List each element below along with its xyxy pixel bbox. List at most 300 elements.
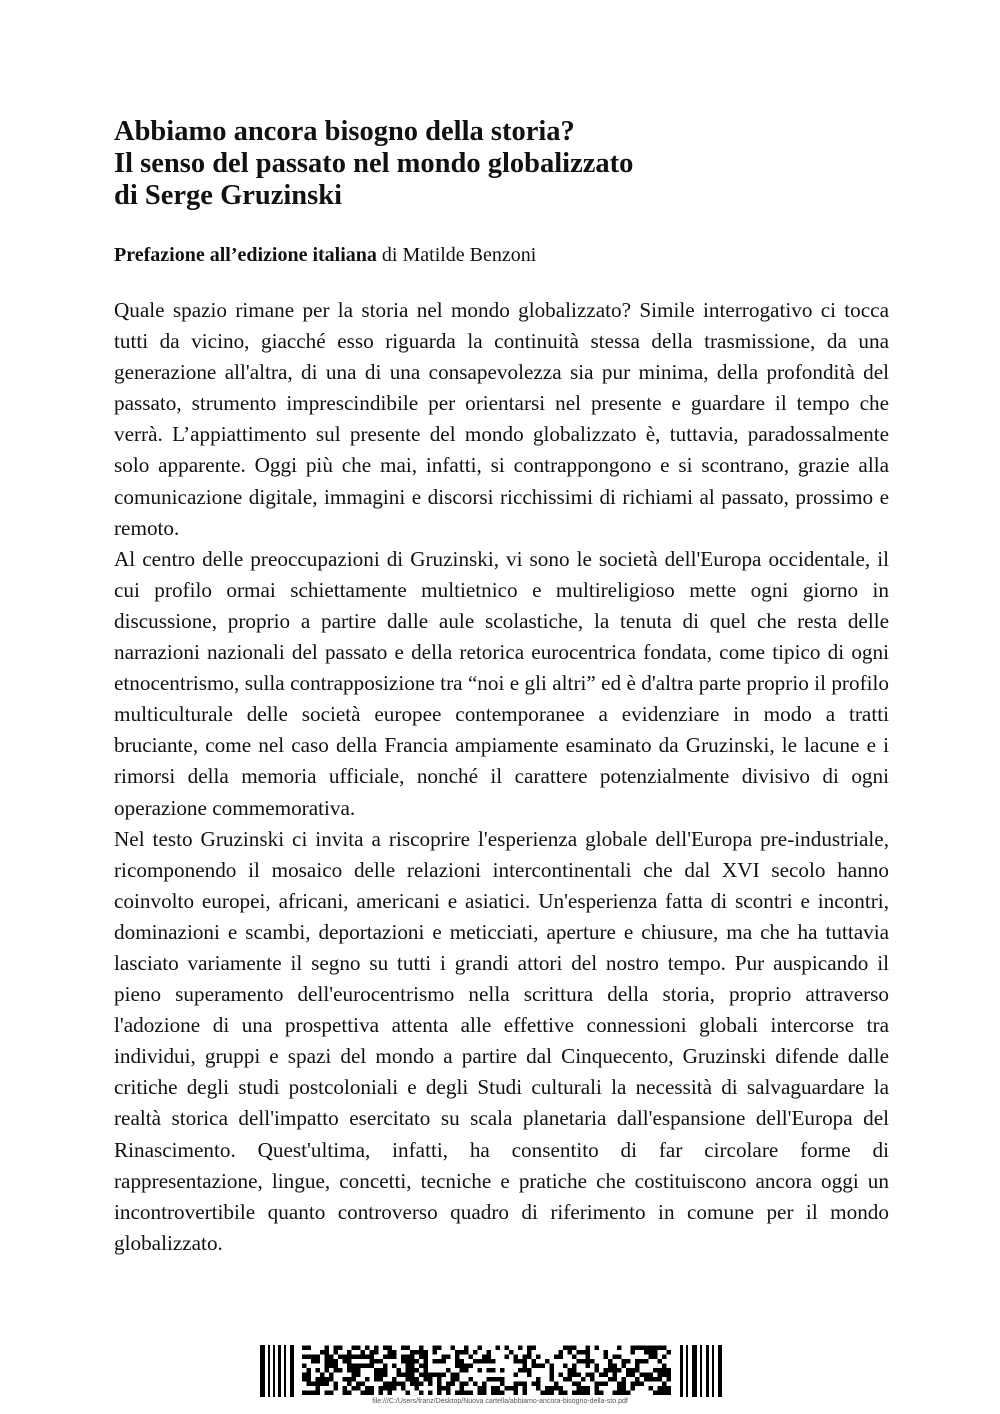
barcode-module — [329, 1355, 334, 1360]
barcode-module — [352, 1355, 357, 1360]
barcode-module — [320, 1373, 325, 1378]
barcode-module — [604, 1355, 609, 1360]
barcode-module — [316, 1391, 321, 1396]
barcode-module — [446, 1368, 451, 1373]
barcode-module — [343, 1386, 348, 1391]
barcode-module — [487, 1350, 492, 1355]
barcode-module — [352, 1373, 357, 1378]
barcode-module — [577, 1359, 582, 1364]
barcode-module — [419, 1382, 424, 1387]
barcode-module — [428, 1377, 433, 1382]
barcode-module — [437, 1359, 442, 1364]
barcode-module — [658, 1386, 663, 1391]
barcode-module — [442, 1373, 447, 1378]
barcode-module — [374, 1373, 379, 1378]
barcode-module — [356, 1386, 361, 1391]
barcode-module — [460, 1350, 465, 1355]
barcode-module — [415, 1359, 420, 1364]
barcode-module — [563, 1346, 568, 1351]
barcode-module — [401, 1382, 406, 1387]
barcode-module — [658, 1368, 663, 1373]
barcode-module — [487, 1359, 492, 1364]
barcode-module — [608, 1359, 613, 1364]
barcode-module — [464, 1368, 469, 1373]
barcode-module — [316, 1355, 321, 1360]
barcode-module — [307, 1368, 312, 1373]
barcode-module — [653, 1377, 658, 1382]
barcode-module — [482, 1355, 487, 1360]
barcode-module — [568, 1368, 573, 1373]
barcode-module — [613, 1377, 618, 1382]
barcode-module — [568, 1373, 573, 1378]
barcode-module — [653, 1368, 658, 1373]
barcode-module — [406, 1364, 411, 1369]
barcode-module — [464, 1350, 469, 1355]
barcode-module — [532, 1364, 537, 1369]
barcode-module — [424, 1350, 429, 1355]
barcode-module — [527, 1346, 532, 1351]
barcode-module — [491, 1368, 496, 1373]
barcode-module — [334, 1346, 339, 1351]
barcode-module — [419, 1355, 424, 1360]
barcode-module — [352, 1386, 357, 1391]
barcode-module — [658, 1373, 663, 1378]
barcode-module — [686, 1345, 688, 1397]
barcode-module — [464, 1382, 469, 1387]
barcode-module — [608, 1364, 613, 1369]
barcode-module — [718, 1345, 722, 1397]
barcode-module — [388, 1350, 393, 1355]
barcode-module — [523, 1355, 528, 1360]
barcode-module — [307, 1377, 312, 1382]
barcode-module — [325, 1359, 330, 1364]
barcode-module — [338, 1355, 343, 1360]
barcode-module — [658, 1359, 663, 1364]
barcode-module — [419, 1373, 424, 1378]
barcode-module — [626, 1359, 631, 1364]
barcode-module — [613, 1368, 618, 1373]
barcode-module — [545, 1359, 550, 1364]
barcode-module — [278, 1345, 281, 1397]
barcode-module — [518, 1368, 523, 1373]
barcode-module — [482, 1359, 487, 1364]
barcode-module — [523, 1364, 528, 1369]
barcode-module — [343, 1355, 348, 1360]
barcode-module — [347, 1368, 352, 1373]
barcode-module — [343, 1377, 348, 1382]
barcode-module — [613, 1373, 618, 1378]
barcode-module — [379, 1391, 384, 1396]
barcode-module — [572, 1346, 577, 1351]
barcode-module — [460, 1364, 465, 1369]
barcode-module — [464, 1346, 469, 1351]
barcode-module — [658, 1377, 663, 1382]
barcode-module — [361, 1355, 366, 1360]
barcode-module — [365, 1377, 370, 1382]
barcode-module — [491, 1377, 496, 1382]
barcode-module — [325, 1382, 330, 1387]
barcode-module — [604, 1350, 609, 1355]
barcode-module — [446, 1382, 451, 1387]
barcode-module — [442, 1386, 447, 1391]
barcode-module — [514, 1355, 519, 1360]
barcode-module — [410, 1364, 415, 1369]
barcode-module — [667, 1386, 672, 1391]
barcode-module — [433, 1350, 438, 1355]
barcode-module — [460, 1359, 465, 1364]
barcode-module — [273, 1345, 275, 1397]
barcode-module — [559, 1350, 564, 1355]
barcode-module — [307, 1382, 312, 1387]
barcode-module — [424, 1368, 429, 1373]
barcode-module — [667, 1391, 672, 1396]
barcode-module — [325, 1355, 330, 1360]
barcode-module — [325, 1364, 330, 1369]
barcode-module — [572, 1368, 577, 1373]
barcode-module — [424, 1373, 429, 1378]
barcode-module — [653, 1350, 658, 1355]
barcode-module — [469, 1364, 474, 1369]
barcode-module — [509, 1386, 514, 1391]
title-line: Abbiamo ancora bisogno della storia? — [114, 116, 575, 147]
barcode-module — [572, 1391, 577, 1396]
barcode-module — [365, 1355, 370, 1360]
barcode-module — [428, 1373, 433, 1378]
barcode-module — [577, 1391, 582, 1396]
barcode-module — [392, 1382, 397, 1387]
barcode-module — [415, 1377, 420, 1382]
barcode-module — [428, 1391, 433, 1396]
barcode-module — [658, 1391, 663, 1396]
barcode-module — [700, 1345, 702, 1397]
barcode-module — [383, 1364, 388, 1369]
barcode-module — [706, 1345, 709, 1397]
barcode-module — [302, 1355, 307, 1360]
barcode-module — [491, 1386, 496, 1391]
barcode-module — [680, 1345, 683, 1397]
barcode-module — [473, 1350, 478, 1355]
barcode-module — [545, 1391, 550, 1396]
paragraph: Al centro delle preoccupazioni di Gruzinski, vi sono le società dell'Europa occidentale, il cui profilo ormai schiettamente multietnico e multireligioso mette ogni giorno in discussione, proprio a partire dalle aule scolastiche, la tenuta di quel che resta delle narrazioni nazionali del passato e della retorica eurocentrica fondata, come tipico di ogni etnocentrismo, sulla contrapposizione tra “noi e gli altri” ed è d'altra parte proprio il profilo multiculturale delle società europee contemporanee a evidenziare in modo a tratti bruciante, come nel caso della Francia ampiamente esaminato da Gruzinski, le lacune e i rimorsi della memoria ufficiale, nonché il carattere potenzialmente divisivo di ogni operazione commemorativa. — [114, 546, 889, 820]
barcode-module — [419, 1350, 424, 1355]
barcode-module — [505, 1355, 510, 1360]
barcode-module — [406, 1346, 411, 1351]
barcode-module — [541, 1391, 546, 1396]
barcode-module — [523, 1391, 528, 1396]
barcode-module — [388, 1346, 393, 1351]
barcode-module — [581, 1359, 586, 1364]
barcode-module — [631, 1386, 636, 1391]
barcode-module — [320, 1350, 325, 1355]
barcode-module — [460, 1386, 465, 1391]
barcode-module — [320, 1382, 325, 1387]
barcode-module — [415, 1386, 420, 1391]
barcode-module — [455, 1364, 460, 1369]
barcode-module — [460, 1382, 465, 1387]
barcode-module — [370, 1359, 375, 1364]
barcode-module — [692, 1345, 697, 1397]
barcode-module — [334, 1359, 339, 1364]
barcode-module — [370, 1364, 375, 1369]
barcode-module — [428, 1382, 433, 1387]
barcode-module — [302, 1391, 307, 1396]
barcode-module — [347, 1355, 352, 1360]
barcode-module — [329, 1391, 334, 1396]
barcode-module — [491, 1391, 496, 1396]
barcode-module — [442, 1359, 447, 1364]
barcode-module — [662, 1373, 667, 1378]
barcode-module — [302, 1364, 307, 1369]
barcode-module — [518, 1382, 523, 1387]
barcode-module — [410, 1373, 415, 1378]
barcode-module — [554, 1355, 559, 1360]
barcode-module — [374, 1377, 379, 1382]
barcode-module — [379, 1373, 384, 1378]
barcode-module — [514, 1391, 519, 1396]
preface-label: Prefazione all’edizione italiana — [114, 244, 377, 266]
barcode-module — [361, 1350, 366, 1355]
barcode-module — [541, 1364, 546, 1369]
barcode-module — [536, 1355, 541, 1360]
barcode-module — [662, 1355, 667, 1360]
barcode-module — [311, 1359, 316, 1364]
barcode-module — [550, 1391, 555, 1396]
barcode-module — [563, 1377, 568, 1382]
barcode-module — [482, 1382, 487, 1387]
barcode-module — [514, 1359, 519, 1364]
barcode-module — [617, 1391, 622, 1396]
barcode-module — [316, 1359, 321, 1364]
barcode-module — [550, 1386, 555, 1391]
barcode-module — [478, 1368, 483, 1373]
barcode-module — [311, 1391, 316, 1396]
barcode-module — [433, 1373, 438, 1378]
barcode-module — [451, 1373, 456, 1378]
barcode-module — [523, 1382, 528, 1387]
barcode-module — [419, 1346, 424, 1351]
barcode-module — [401, 1359, 406, 1364]
barcode-module — [464, 1364, 469, 1369]
barcode-module — [572, 1364, 577, 1369]
paragraph: Nel testo Gruzinski ci invita a riscoprire l'esperienza globale dell'Europa pre-industriale, ricomponendo il mosaico delle relazioni intercontinentali che dal XVI secolo hanno coinvolto europei, africani, americani e asiatici. Un'esperienza fatta di scontri e incontri, dominazioni e scambi, deportazioni e meticciati, aperture e chiusure, ma che ha tuttavia lasciato variamente il segno su tutti i grandi attori del nostro tempo. Pur auspicando il pieno superamento dell'eurocentrismo nella scrittura della storia, proprio attraverso l'adozione di una prospettiva attenta alle effettive connessioni globali intercorse tra individui, gruppi e spazi del mondo a partire dal Cinquecento, Gruzinski difende dalle critiche degli studi postcoloniali e degli Studi culturali la necessità di salvaguardare la realtà storica dell'impatto esercitato su scala planetaria dall'espansione dell'Europa del Rinascimento. Quest'ultima, infatti, ha consentito di far circolare forme di rappresentazione, lingue, concetti, tecniche e pratiche che costituiscono ancora oggi un incontrovertibile quanto controverso quadro di riferimento in comune per il mondo globalizzato. — [114, 826, 889, 1255]
barcode-module — [397, 1373, 402, 1378]
barcode-module — [712, 1345, 714, 1397]
barcode-module — [644, 1359, 649, 1364]
barcode-module — [329, 1359, 334, 1364]
barcode-module — [469, 1391, 474, 1396]
barcode-module — [365, 1364, 370, 1369]
barcode-module — [604, 1373, 609, 1378]
barcode-module — [577, 1373, 582, 1378]
barcode-module — [590, 1377, 595, 1382]
barcode-module — [406, 1359, 411, 1364]
barcode-module — [586, 1386, 591, 1391]
barcode-module — [635, 1382, 640, 1387]
barcode-module — [658, 1346, 663, 1351]
barcode-module — [433, 1346, 438, 1351]
barcode-module — [401, 1386, 406, 1391]
barcode-module — [581, 1350, 586, 1355]
barcode-module — [347, 1364, 352, 1369]
barcode-module — [595, 1391, 600, 1396]
barcode-module — [622, 1359, 627, 1364]
barcode-module — [577, 1382, 582, 1387]
barcode-module — [667, 1350, 672, 1355]
barcode-module — [347, 1391, 352, 1396]
barcode-module — [662, 1364, 667, 1369]
barcode-module — [500, 1382, 505, 1387]
barcode-module — [608, 1368, 613, 1373]
preface-line — [114, 242, 889, 268]
barcode-module — [622, 1364, 627, 1369]
barcode-module — [478, 1391, 483, 1396]
barcode-module — [460, 1368, 465, 1373]
barcode-module — [649, 1373, 654, 1378]
barcode-module — [491, 1359, 496, 1364]
barcode-module — [662, 1382, 667, 1387]
barcode-module — [640, 1382, 645, 1387]
barcode-module — [374, 1350, 379, 1355]
barcode-module — [559, 1391, 564, 1396]
barcode-module — [347, 1377, 352, 1382]
barcode-module — [316, 1377, 321, 1382]
barcode-module — [379, 1368, 384, 1373]
barcode-module — [500, 1391, 505, 1396]
barcode-module — [424, 1364, 429, 1369]
barcode-module — [361, 1391, 366, 1396]
barcode-module — [662, 1368, 667, 1373]
barcode-module — [617, 1382, 622, 1387]
barcode-module — [631, 1368, 636, 1373]
barcode-module — [455, 1350, 460, 1355]
barcode-module — [604, 1368, 609, 1373]
barcode-module — [338, 1368, 343, 1373]
barcode-module — [523, 1386, 528, 1391]
barcode-module — [599, 1382, 604, 1387]
barcode-module — [307, 1346, 312, 1351]
barcode-module — [617, 1355, 622, 1360]
title-line: Il senso del passato nel mondo globalizzato — [114, 148, 634, 179]
barcode-module — [338, 1346, 343, 1351]
barcode-module — [622, 1382, 627, 1387]
barcode-module — [617, 1346, 622, 1351]
barcode-module — [581, 1391, 586, 1396]
barcode-module — [374, 1359, 379, 1364]
barcode-module — [325, 1377, 330, 1382]
document-content — [114, 116, 889, 1259]
barcode-module — [554, 1386, 559, 1391]
barcode-module — [586, 1355, 591, 1360]
barcode-module — [572, 1355, 577, 1360]
barcode-module — [662, 1346, 667, 1351]
barcode-module — [617, 1368, 622, 1373]
barcode-module — [622, 1391, 627, 1396]
barcode-module — [352, 1377, 357, 1382]
barcode-module — [631, 1346, 636, 1351]
barcode-module — [563, 1364, 568, 1369]
barcode-module — [505, 1386, 510, 1391]
barcode-module — [644, 1346, 649, 1351]
barcode-module — [464, 1391, 469, 1396]
barcode-module — [460, 1391, 465, 1396]
barcode-module — [473, 1382, 478, 1387]
barcode-module — [388, 1382, 393, 1387]
barcode-module — [631, 1382, 636, 1387]
barcode-module — [527, 1373, 532, 1378]
barcode-module — [532, 1359, 537, 1364]
barcode-module — [622, 1386, 627, 1391]
barcode-module — [410, 1382, 415, 1387]
barcode-module — [311, 1382, 316, 1387]
barcode-module — [595, 1382, 600, 1387]
barcode-module — [487, 1368, 492, 1373]
barcode-module — [455, 1355, 460, 1360]
barcode-module — [586, 1350, 591, 1355]
barcode-module — [550, 1368, 555, 1373]
barcode-module — [356, 1382, 361, 1387]
barcode-module — [415, 1382, 420, 1387]
barcode-module — [586, 1359, 591, 1364]
barcode-module — [334, 1382, 339, 1387]
barcode-module — [568, 1377, 573, 1382]
barcode-module — [361, 1364, 366, 1369]
barcode-module — [401, 1355, 406, 1360]
barcode-module — [370, 1386, 375, 1391]
barcode-module — [482, 1391, 487, 1396]
barcode-module — [550, 1373, 555, 1378]
barcode-module — [487, 1377, 492, 1382]
barcode-module — [334, 1386, 339, 1391]
barcode-module — [514, 1386, 519, 1391]
barcode-module — [356, 1368, 361, 1373]
barcode-module — [644, 1373, 649, 1378]
barcode-module — [604, 1382, 609, 1387]
barcode-module — [374, 1368, 379, 1373]
barcode-module — [635, 1368, 640, 1373]
barcode — [260, 1345, 740, 1397]
barcode-module — [325, 1391, 330, 1396]
barcode-module — [424, 1377, 429, 1382]
barcode-module — [424, 1359, 429, 1364]
barcode-module — [320, 1377, 325, 1382]
barcode-module — [662, 1386, 667, 1391]
barcode-module — [640, 1346, 645, 1351]
barcode-module — [379, 1386, 384, 1391]
barcode-module — [325, 1368, 330, 1373]
barcode-module — [356, 1373, 361, 1378]
barcode-module — [451, 1377, 456, 1382]
barcode-module — [500, 1377, 505, 1382]
barcode-module — [424, 1355, 429, 1360]
barcode-module — [487, 1355, 492, 1360]
barcode-module — [595, 1368, 600, 1373]
barcode-module — [437, 1373, 442, 1378]
barcode-module — [572, 1373, 577, 1378]
barcode-module — [290, 1345, 294, 1397]
barcode-module — [622, 1377, 627, 1382]
barcode-module — [379, 1377, 384, 1382]
barcode-module — [482, 1386, 487, 1391]
barcode-module — [554, 1382, 559, 1387]
barcode-module — [401, 1373, 406, 1378]
barcode-module — [356, 1355, 361, 1360]
barcode-module — [437, 1386, 442, 1391]
barcode-module — [496, 1391, 501, 1396]
barcode-module — [415, 1368, 420, 1373]
barcode-module — [550, 1377, 555, 1382]
barcode-module — [415, 1350, 420, 1355]
barcode-module — [388, 1391, 393, 1396]
